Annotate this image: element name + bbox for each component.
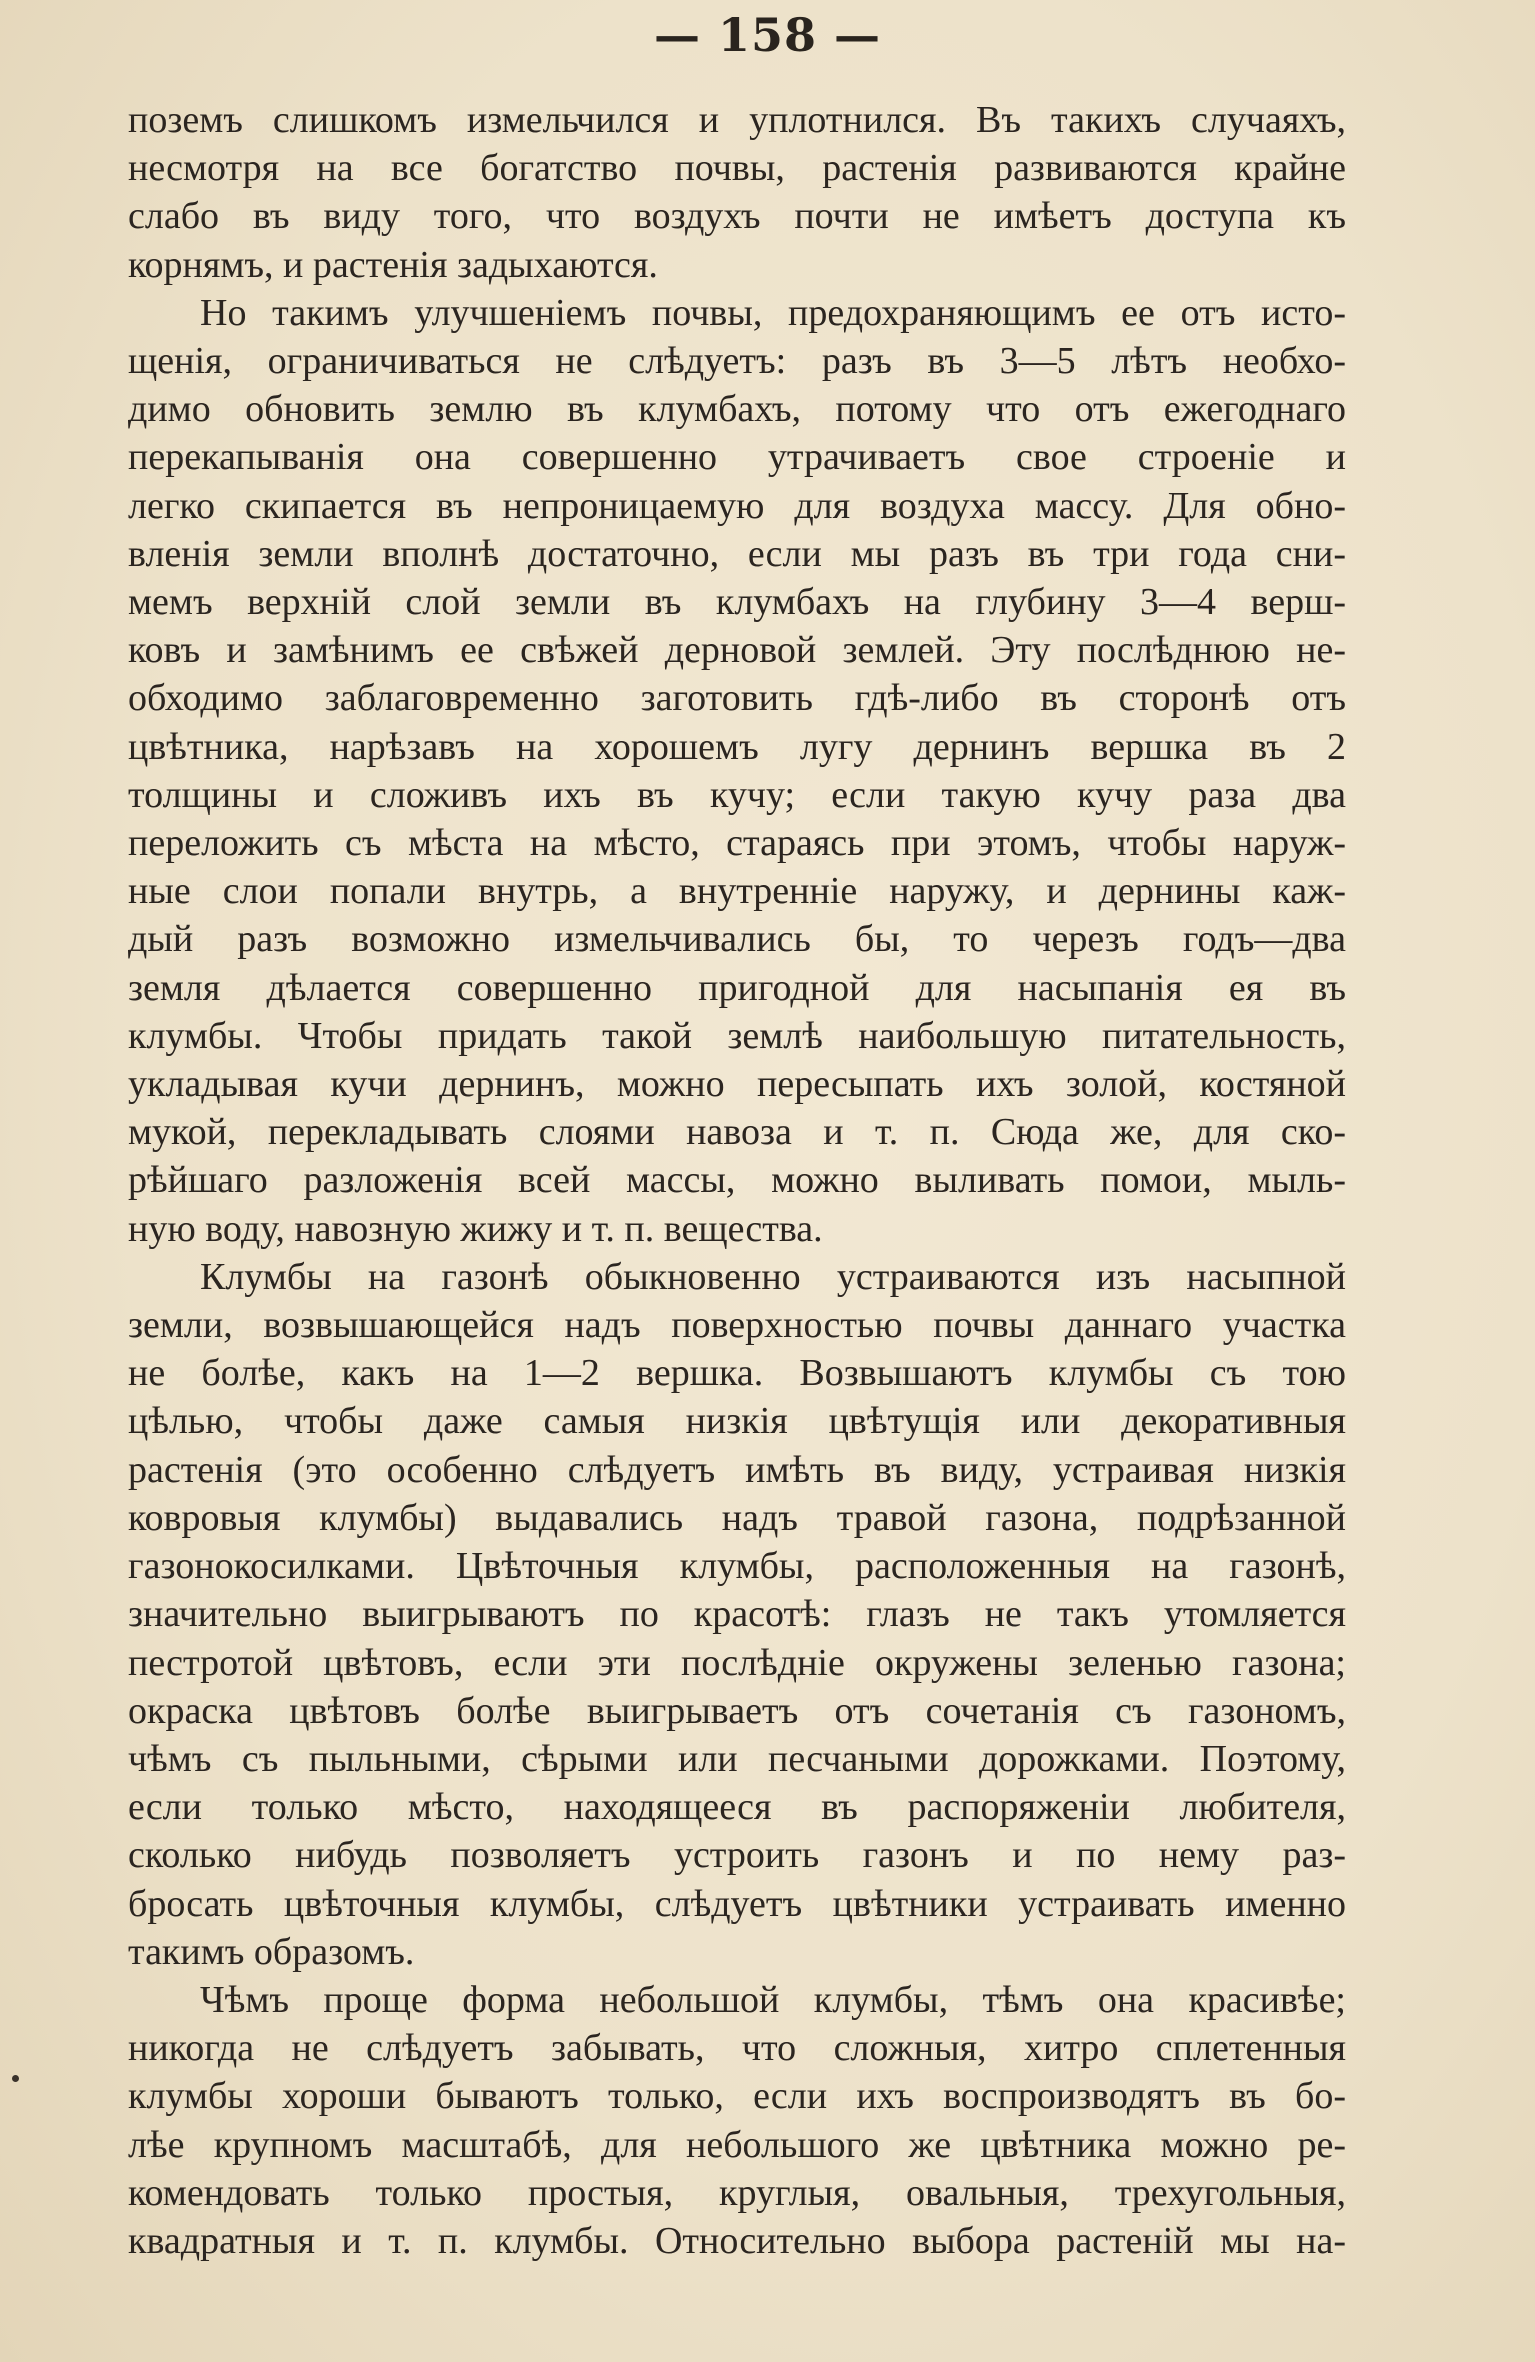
text-line: чѣмъ съ пыльными, сѣрыми или песчаными дорожками. Поэтому, [128,1737,1346,1780]
text-line: земли, возвышающейся надъ поверхностью почвы даннаго участка [128,1304,1346,1347]
text-line: рѣйшаго разложенія всей массы, можно выливать помои, мыль- [128,1159,1346,1202]
text-line: значительно выигрываютъ по красотѣ: глазъ не такъ утомляется [128,1593,1346,1636]
body-text [128,96,1346,2265]
text-line: корнямъ, и растенія задыхаются. [128,243,658,286]
text-line: лѣе крупномъ масштабѣ, для небольшого же цвѣтника можно ре- [128,2123,1346,2166]
text-line: не болѣе, какъ на 1—2 вершка. Возвышаютъ клумбы съ тою [128,1352,1346,1395]
text-line: земля дѣлается совершенно пригодной для насыпанія ея въ [128,966,1346,1009]
text-line: Клумбы на газонѣ обыкновенно устраиваются изъ насыпной [200,1255,1346,1298]
paragraph-2 [128,289,1346,1253]
text-line: легко скипается въ непроницаемую для воздуха массу. Для обно- [128,484,1346,527]
paragraph-1 [128,96,1346,289]
text-line: укладывая кучи дернинъ, можно пересыпать ихъ золой, костяной [128,1063,1346,1106]
text-line: бросать цвѣточныя клумбы, слѣдуетъ цвѣтники устраивать именно [128,1882,1346,1925]
margin-ink-dot [12,2075,19,2082]
text-line: ные слои попали внутрь, а внутренніе наружу, и дернины каж- [128,870,1346,913]
text-line: мемъ верхній слой земли въ клумбахъ на глубину 3—4 верш- [128,581,1346,624]
text-line: ковъ и замѣнимъ ее свѣжей дерновой землей. Эту послѣднюю не- [128,629,1346,672]
text-line: Чѣмъ проще форма небольшой клумбы, тѣмъ она красивѣе; [200,1978,1346,2021]
text-line: никогда не слѣдуетъ забывать, что сложныя, хитро сплетенныя [128,2027,1346,2070]
page-number: — 158 — [653,8,882,62]
text-line: если только мѣсто, находящееся въ распоряженіи любителя, [128,1786,1346,1829]
text-line: вленія земли вполнѣ достаточно, если мы разъ въ три года сни- [128,532,1346,575]
text-line: переложить съ мѣста на мѣсто, стараясь при этомъ, чтобы наруж- [128,822,1346,865]
text-line: цѣлью, чтобы даже самыя низкія цвѣтущія или декоративныя [128,1400,1346,1443]
text-line: перекапыванія она совершенно утрачиваетъ свое строеніе и [128,436,1346,479]
text-line: клумбы хороши бываютъ только, если ихъ воспроизводятъ въ бо- [128,2075,1346,2118]
text-line: димо обновить землю въ клумбахъ, потому что отъ ежегоднаго [128,388,1346,431]
text-line: мукой, перекладывать слоями навоза и т. п. Сюда же, для ско- [128,1111,1346,1154]
text-line: пестротой цвѣтовъ, если эти послѣдніе окружены зеленью газона; [128,1641,1346,1684]
text-line: цвѣтника, нарѣзавъ на хорошемъ лугу дернинъ вершка въ 2 [128,725,1346,768]
text-line: квадратныя и т. п. клумбы. Относительно выбора растеній мы на- [128,2219,1346,2262]
text-line: толщины и сложивъ ихъ въ кучу; если такую кучу раза два [128,773,1346,816]
text-line: клумбы. Чтобы придать такой землѣ наибольшую питательность, [128,1014,1346,1057]
text-line: поземъ слишкомъ измельчился и уплотнился. Въ такихъ случаяхъ, [128,99,1346,141]
text-line: окраска цвѣтовъ болѣе выигрываетъ отъ сочетанія съ газономъ, [128,1689,1346,1732]
text-line: ковровыя клумбы) выдавались надъ травой газона, подрѣзанной [128,1496,1346,1539]
text-line: сколько нибудь позволяетъ устроить газонъ и по нему раз- [128,1834,1346,1877]
text-line: ную воду, навозную жижу и т. п. вещества. [128,1207,823,1250]
text-line: щенія, ограничиваться не слѣдуетъ: разъ въ 3—5 лѣтъ необхо- [128,340,1346,383]
text-line: слабо въ виду того, что воздухъ почти не имѣетъ доступа къ [128,195,1346,238]
text-line: Но такимъ улучшеніемъ почвы, предохраняющимъ ее отъ исто- [200,291,1346,334]
text-line: несмотря на все богатство почвы, растенія развиваются крайне [128,147,1346,190]
text-line: газонокосилками. Цвѣточныя клумбы, расположенныя на газонѣ, [128,1545,1346,1588]
text-line: дый разъ возможно измельчивались бы, то черезъ годъ—два [128,918,1346,961]
text-line: комендовать только простыя, круглыя, овальныя, трехугольныя, [128,2171,1346,2214]
text-line: растенія (это особенно слѣдуетъ имѣть въ виду, устраивая низкія [128,1448,1346,1491]
text-line: такимъ образомъ. [128,1930,415,1973]
paragraph-4 [128,1976,1346,2265]
paragraph-3 [128,1253,1346,1976]
text-line: обходимо заблаговременно заготовить гдѣ-либо въ сторонѣ отъ [128,677,1346,720]
